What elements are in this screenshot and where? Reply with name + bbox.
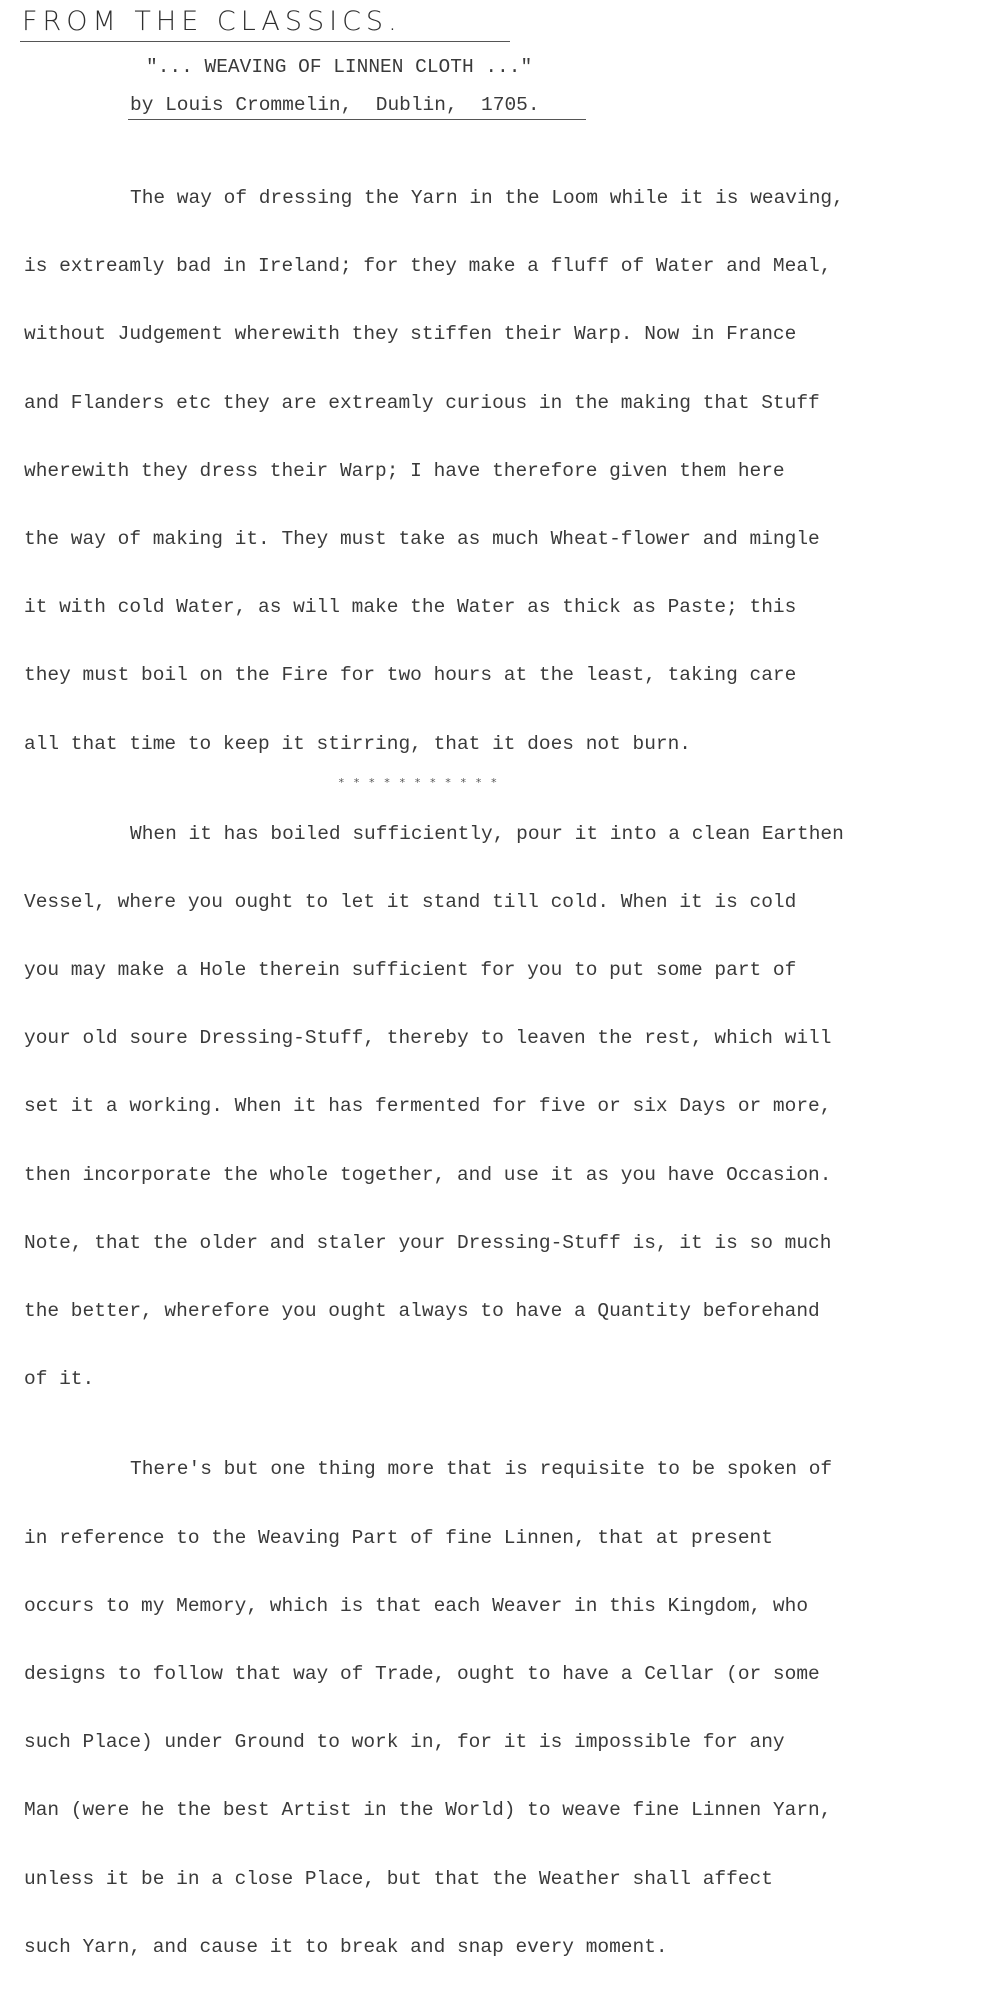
text-line: all that time to keep it stirring, that it does not burn. [24, 732, 692, 755]
body-text [24, 142, 974, 2003]
text-line: such Place) under Ground to work in, for it is impossible for any [24, 1731, 785, 1754]
byline-underline [128, 119, 586, 120]
text-line: wherewith they dress their Warp; I have therefore given them here [24, 459, 785, 482]
text-line: designs to follow that way of Trade, ought to have a Cellar (or some [24, 1662, 820, 1685]
text-line: When it has boiled sufficiently, pour it into a clean Earthen [130, 822, 844, 845]
text-line: is extreamly bad in Ireland; for they make a fluff of Water and Meal, [24, 255, 832, 278]
text-line: set it a working. When it has fermented for five or six Days or more, [24, 1095, 832, 1118]
text-line: in reference to the Weaving Part of fine Linnen, that at present [24, 1526, 773, 1549]
text-line: then incorporate the whole together, and use it as you have Occasion. [24, 1163, 832, 1186]
text-line: Vessel, where you ought to let it stand till cold. When it is cold [24, 890, 797, 913]
text-line: occurs to my Memory, which is that each Weaver in this Kingdom, who [24, 1594, 809, 1617]
text-line: without Judgement wherewith they stiffen their Warp. Now in France [24, 323, 797, 346]
text-line: Man (were he the best Artist in the World) to weave fine Linnen Yarn, [24, 1799, 832, 1822]
text-line: unless it be in a close Place, but that the Weather shall affect [24, 1867, 773, 1890]
text-line: and Flanders etc they are extreamly curious in the making that Stuff [24, 391, 820, 414]
text-line: your old soure Dressing-Stuff, thereby to leaven the rest, which will [24, 1027, 832, 1050]
page-heading: FROM THE CLASSICS. [22, 6, 402, 37]
text-line: The way of dressing the Yarn in the Loom while it is weaving, [130, 187, 844, 209]
text-line: you may make a Hole therein sufficient for you to put some part of [24, 959, 797, 982]
text-line: of it. [24, 1368, 95, 1391]
text-line: Note, that the older and staler your Dressing-Stuff is, it is so much [24, 1231, 832, 1254]
byline: by Louis Crommelin, Dublin, 1705. [130, 94, 540, 116]
end-asterisks: * * * * * * * * * * * [338, 776, 499, 789]
text-line: the better, wherefore you ought always to have a Quantity beforehand [24, 1300, 820, 1322]
heading-underline [20, 41, 510, 42]
text-line: the way of making it. They must take as much Wheat-flower and mingle [24, 527, 820, 550]
text-line: it with cold Water, as will make the Water as thick as Paste; this [24, 596, 797, 619]
text-line: they must boil on the Fire for two hours at the least, taking care [24, 664, 797, 687]
article-title: "... WEAVING OF LINNEN CLOTH ..." [146, 56, 533, 78]
text-line: such Yarn, and cause it to break and snap every moment. [24, 1935, 668, 1958]
text-line: There's but one thing more that is requisite to be spoken of [130, 1458, 833, 1481]
